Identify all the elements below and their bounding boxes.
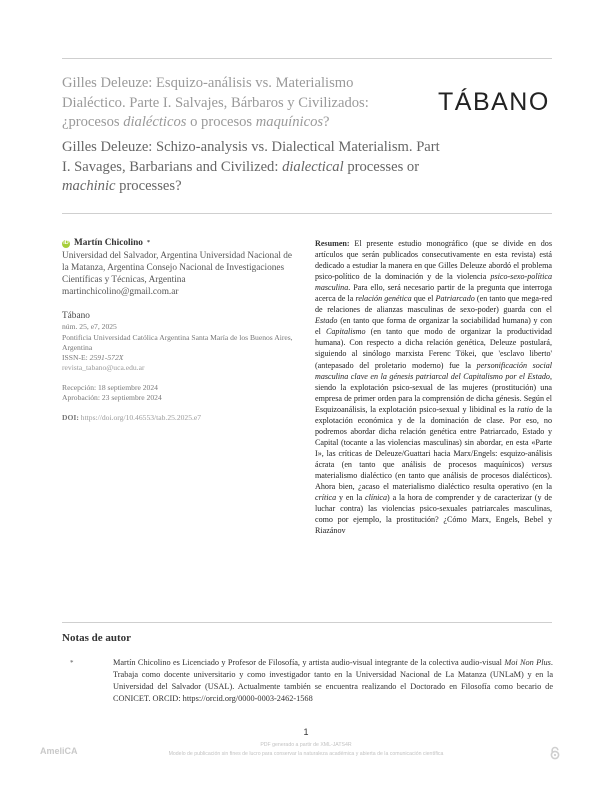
author-affiliations: Universidad del Salvador, Argentina Universidad Nacional de la Matanza, Argentina Consejo Nacional de Investigaciones Científicas y Técnicas, Argentina — [62, 250, 293, 286]
abstract-italic: psico-sexo-política masculina — [315, 272, 552, 293]
author-row — [62, 238, 297, 250]
abstract-text: (en tanto que modo de organizar la productividad humana). Con respecto a dicha relación genética, Deleuze postulará, siguiendo al sinólogo marxista Ferenc Tökei, que 'esclavo liberto' (antepasado del proletario moderno) fue la — [315, 327, 552, 370]
notes-title: Notas de autor — [62, 632, 132, 644]
author-note — [113, 657, 553, 705]
abstract-text: (en tanto que mega-red de relaciones de alianzas masculinas de sexo-poder) guarda con el — [315, 294, 552, 315]
title-en-text: processes? — [115, 178, 182, 194]
journal-email[interactable]: revista_tabano@uca.edu.ar — [62, 362, 145, 372]
abstract-text: ) a la hora de comprender y de caracterizar (y de luchar contra) las violencias psico-sexuales patriarcales masculinas, como por ejemplo, la prostitución? ¿Cómo Marx, Engels, Bebel y Riazánov — [315, 493, 552, 536]
issn-label: ISSN-E: — [62, 352, 90, 362]
abstract-italic: crítica — [315, 493, 337, 503]
abstract-text: El presente estudio monográfico (que se divide en dos artículos que serán publicados consecutivamente en esta revista) está dedicado a estudiar la manera en que Gilles Deleuze abordó el problema psico-político de la dominación y de la violencia — [315, 239, 552, 282]
abstract-text: materialismo dialéctico (en tanto que análisis de procesos dialécticos). Ahora bien, ¿acaso el materialismo dialéctico resulta operativo (en la — [315, 470, 552, 492]
abstract-label: Resumen: — [315, 239, 350, 248]
abstract-italic: Capitalismo — [325, 327, 366, 337]
top-rule — [62, 58, 552, 59]
title-english — [62, 138, 442, 197]
amelica-logo: AmeliCA — [40, 746, 78, 756]
title-rule — [62, 213, 552, 214]
doi-label: DOI: — [62, 413, 79, 423]
abstract-italic: ratio — [517, 404, 533, 414]
abstract-italic: personificación social masculina clave en la génesis patriarcal del Capitalismo por el Estado — [315, 360, 552, 381]
title-es-italic: maquínicos — [255, 114, 324, 130]
author-note-marker[interactable]: * — [146, 240, 150, 246]
abstract-text: (en tanto que forma de organizar la sociabilidad humana) y con el — [315, 316, 552, 337]
note-text: . Trabaja como docente universitario y como investigador tanto en la Universidad Nacional de La Matanza (UNLaM) y en la Universidad del Salvador (USAL). Actualmente también se encuentra realizando el Doctorado en Filosofía como becario de CONICET. ORCID: https://orcid.org/0000-0003-2462-1568 — [113, 658, 553, 703]
journal-issue: núm. 25, e7, 2025 — [62, 322, 117, 332]
issn-value: 2591-572X — [89, 352, 124, 362]
open-access-icon — [548, 746, 562, 760]
doi-link[interactable]: https://doi.org/10.46553/tab.25.2025.e7 — [78, 413, 202, 423]
abstract-italic: clínica — [365, 493, 388, 503]
abstract-text: que el — [411, 294, 436, 304]
notes-rule — [62, 622, 552, 623]
note-text: Martín Chicolino es Licenciado y Profesor de Filosofía, y artista audio-visual integrante de la colectiva audio-visual — [113, 658, 505, 667]
author-email[interactable]: martinchicolino@gmail.com.ar — [62, 287, 179, 298]
note-italic: Moi Non Plus — [504, 658, 551, 667]
title-es-text: o procesos — [186, 114, 256, 130]
journal-publisher: Pontificia Universidad Católica Argentina Santa María de los Buenos Aires, Argentina — [62, 332, 293, 352]
title-spanish — [62, 74, 414, 133]
orcid-icon[interactable]: iD — [63, 240, 69, 246]
title-es-italic: dialécticos — [123, 114, 187, 130]
abstract-text: de la explotación económica y de la dominación de clase. Por eso, no podremos abordar dicha relación genética entre Patriarcado, Estado y Capital (tocante a las violencias masculinas) sin abordar, en esta «Parte I», las críticas de Deleuze/Guattari hacia Marx/Engels: esquizo-análisis ácrata (en tanto que análisis de procesos maquínicos) — [315, 404, 552, 469]
title-en-text: Gilles Deleuze: Schizo-analysis vs. Dialectical Materialism. Part I. Savages, Barbarians and Civilized: — [62, 139, 440, 175]
abstract-italic: Patriarcado — [435, 294, 475, 304]
article-metadata — [62, 238, 297, 424]
title-es-text: ? — [323, 114, 330, 130]
date-received: Recepción: 18 septiembre 2024 — [62, 382, 158, 392]
abstract-text: y en la — [336, 493, 366, 503]
journal-logo: TÁBANO — [438, 88, 550, 116]
note-marker: * — [70, 659, 74, 667]
date-approved: Aprobación: 23 septiembre 2024 — [62, 392, 162, 402]
footer-line-1: PDF generado a partir de XML-JATS4R — [260, 742, 352, 748]
abstract-text: , siendo la explotación psico-sexual de las mujeres (prostitución) una empresa de primer orden para la comprensión de dicha génesis. Según el Esquizoanálisis, la explotación psico-sexual y libidinal es la — [315, 371, 552, 414]
abstract-italic: Estado — [315, 316, 338, 326]
abstract — [315, 238, 552, 536]
doi-line — [62, 412, 297, 424]
title-en-italic: dialectical — [282, 158, 344, 175]
page-number: 1 — [303, 727, 309, 737]
title-en-italic: machinic — [62, 178, 116, 194]
abstract-italic: relación genética — [355, 294, 412, 304]
title-en-text: processes or — [343, 158, 420, 175]
abstract-text: . Para ello, será necesario partir de la pregunta que interroga acerca de la — [315, 283, 552, 304]
abstract-italic: versus — [531, 459, 552, 469]
journal-name: Tábano — [62, 310, 90, 321]
footer-text — [70, 741, 542, 759]
journal-issn — [62, 353, 297, 363]
footer-line-2: Modelo de publicación sin fines de lucro para conservar la naturaleza académica y abierta de la comunicación científica — [168, 751, 444, 757]
author-name: Martín Chicolino — [74, 238, 143, 248]
title-es-text: Gilles Deleuze: Esquizo-análisis vs. Materialismo Dialéctico. Parte I. Salvajes, Bárbaros y Civilizados: ¿procesos — [62, 75, 369, 130]
